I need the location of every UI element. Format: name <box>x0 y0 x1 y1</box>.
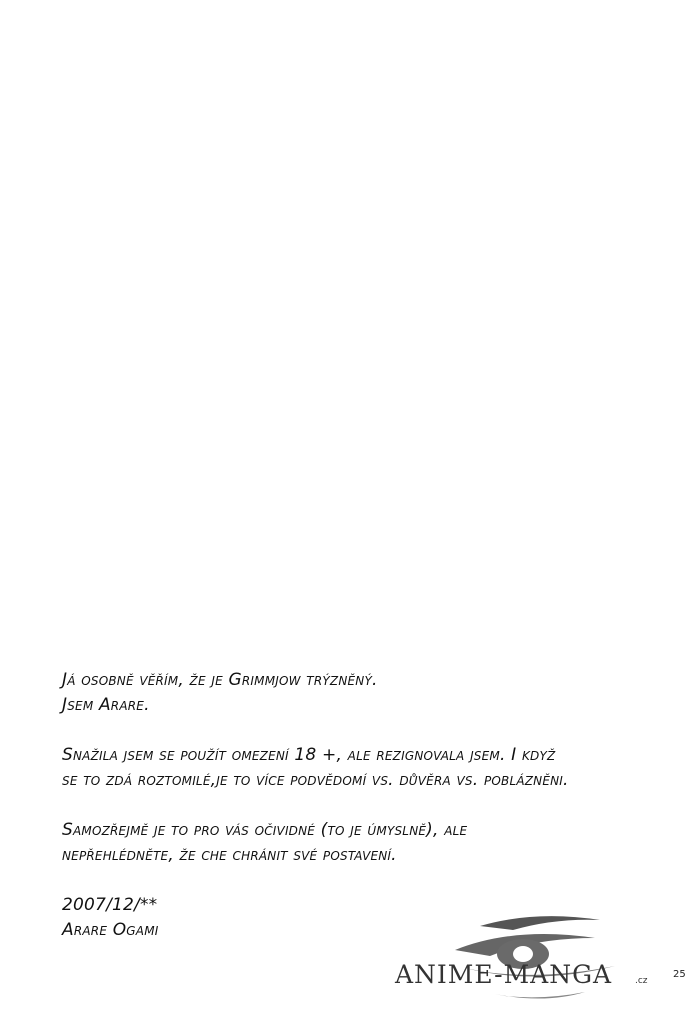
afterword-text <box>62 668 682 943</box>
afterword-line: nepřehlédněte, že che chránit své postavení. <box>62 845 397 865</box>
page-number: 25 <box>673 969 686 980</box>
anime-manga-watermark <box>395 908 665 1008</box>
afterword-line: se to zdá roztomilé,je to více podvědomí vs. důvěra vs. poblázněni. <box>62 770 569 790</box>
afterword-author: Arare Ogami <box>62 920 159 940</box>
afterword-line: Snažila jsem se použít omezení 18 +, ale rezignovala jsem. I když <box>62 745 556 765</box>
watermark-text: ANIME-MANGA <box>395 960 613 989</box>
afterword-line: Jsem Arare. <box>62 695 150 715</box>
watermark-suffix: .cz <box>635 976 648 986</box>
afterword-line: Samozřejmě je to pro vás očividné (to je úmyslně), ale <box>62 820 468 840</box>
afterword-date: 2007/12/** <box>62 895 158 915</box>
afterword-line: Já osobně věřím, že je Grimmjow trýzněný. <box>62 670 378 690</box>
eye-logo-icon <box>395 908 665 1008</box>
